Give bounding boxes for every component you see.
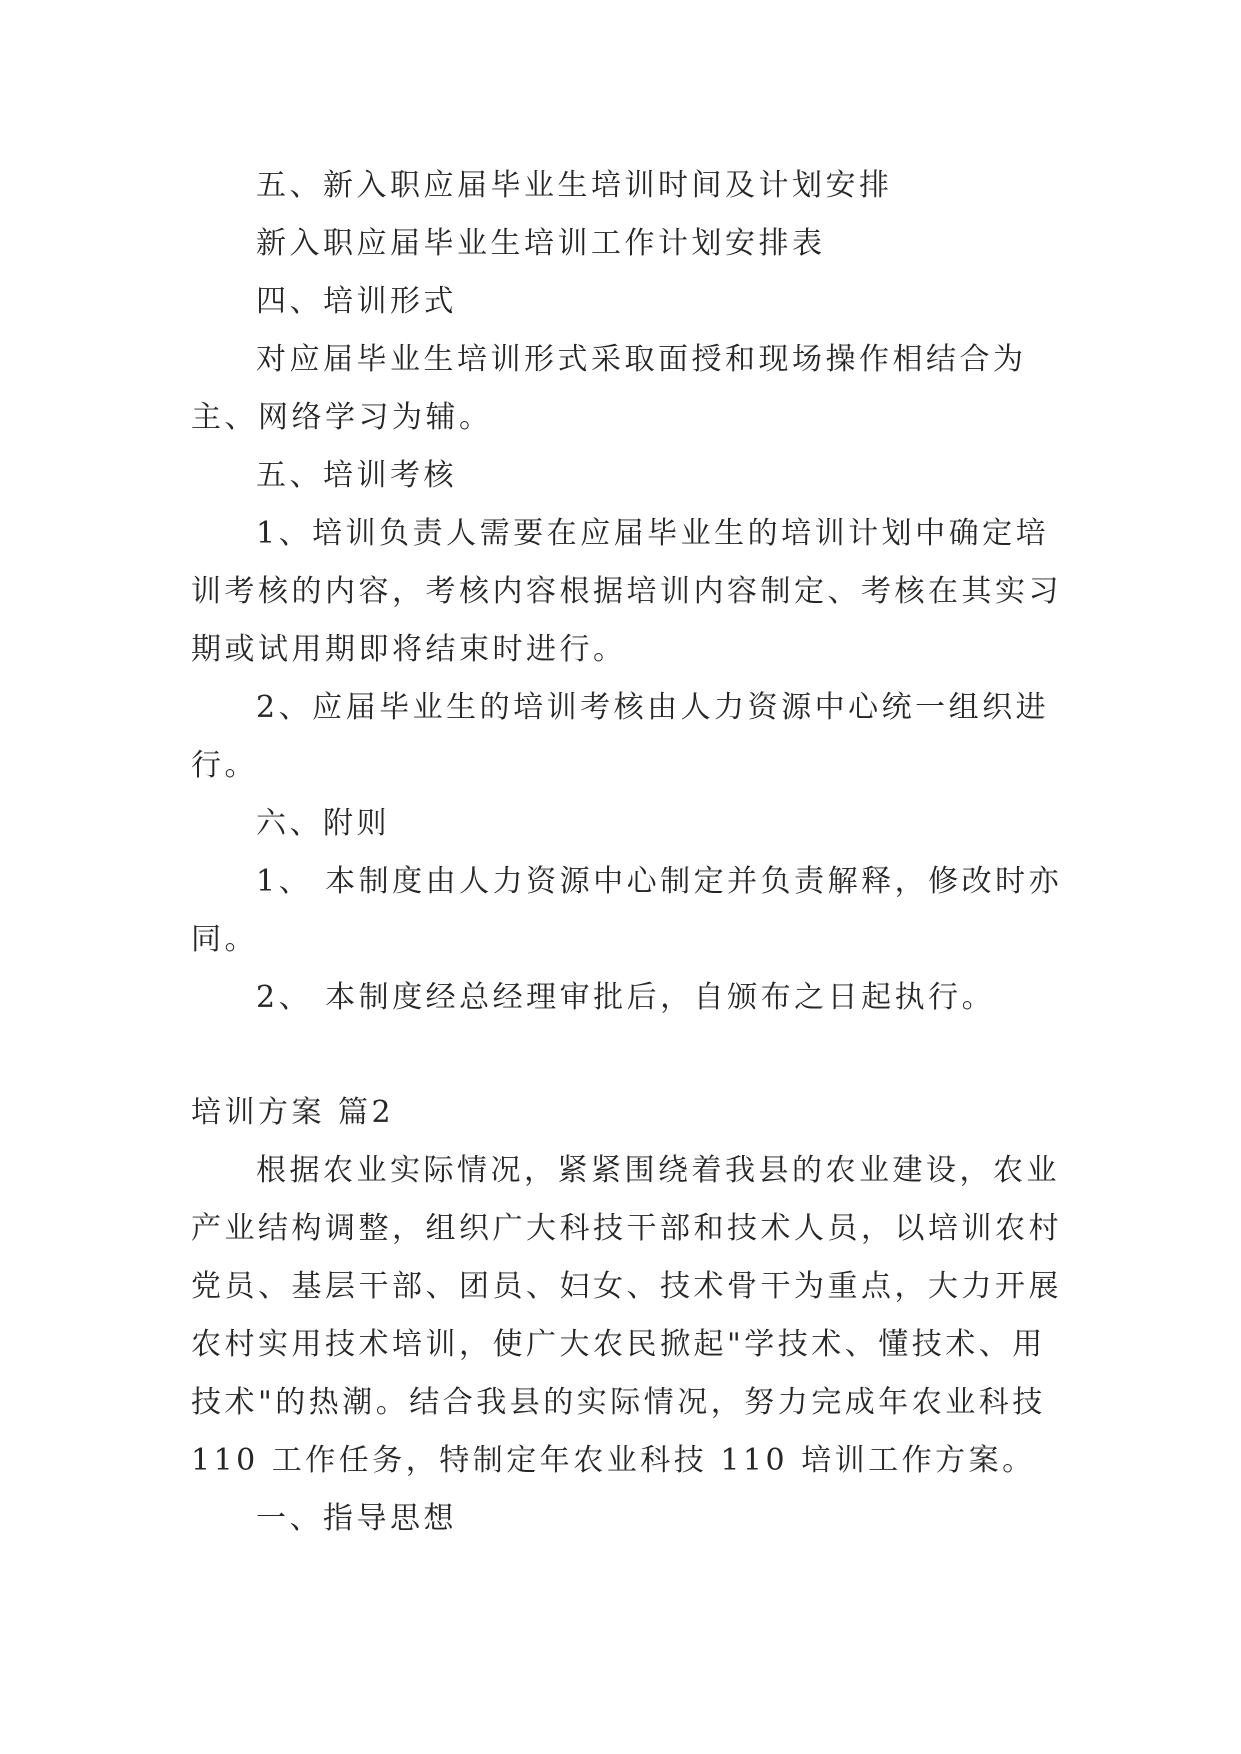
paragraph-line: 2、应届毕业生的培训考核由人力资源中心统一组织进 [256, 690, 1050, 725]
paragraph-line: 训考核的内容，考核内容根据培训内容制定、考核在其实习 [191, 574, 1062, 609]
paragraph-line: 五、培训考核 [256, 458, 457, 493]
paragraph-line: 1、培训负责人需要在应届毕业生的培训计划中确定培 [256, 516, 1050, 551]
paragraph-line: 2、 本制度经总经理审批后，自颁布之日起执行。 [256, 980, 996, 1015]
paragraph-line: 六、附则 [256, 806, 390, 841]
paragraph-line: 五、新入职应届毕业生培训时间及计划安排 [256, 168, 893, 203]
paragraph-line: 农村实用技术培训，使广大农民掀起"学技术、懂技术、用 [191, 1327, 1046, 1362]
paragraph-line: 新入职应届毕业生培训工作计划安排表 [256, 226, 826, 261]
paragraph-line: 主、网络学习为辅。 [191, 400, 493, 435]
document-body-top [191, 157, 1063, 1027]
paragraph-line: 110 工作任务，特制定年农业科技 110 培训工作方案。 [191, 1443, 1036, 1478]
paragraph-line: 1、 本制度由人力资源中心制定并负责解释，修改时亦 [256, 864, 1063, 899]
paragraph-line: 对应届毕业生培训形式采取面授和现场操作相结合为 [256, 342, 1027, 377]
paragraph-line: 根据农业实际情况，紧紧围绕着我县的农业建设，农业 [256, 1153, 1060, 1188]
paragraph-line: 同。 [191, 922, 258, 957]
paragraph-line: 行。 [191, 748, 258, 783]
paragraph-line: 技术"的热潮。结合我县的实际情况，努力完成年农业科技 [191, 1385, 1046, 1420]
document-body-bottom [191, 1084, 1062, 1548]
paragraph-line: 党员、基层干部、团员、妇女、技术骨干为重点，大力开展 [191, 1269, 1062, 1304]
section-heading: 培训方案 篇2 [191, 1095, 395, 1130]
paragraph-line: 四、培训形式 [256, 284, 457, 319]
paragraph-line: 一、指导思想 [256, 1501, 457, 1536]
paragraph-line: 期或试用期即将结束时进行。 [191, 632, 627, 667]
paragraph-line: 产业结构调整，组织广大科技干部和技术人员，以培训农村 [191, 1211, 1062, 1246]
